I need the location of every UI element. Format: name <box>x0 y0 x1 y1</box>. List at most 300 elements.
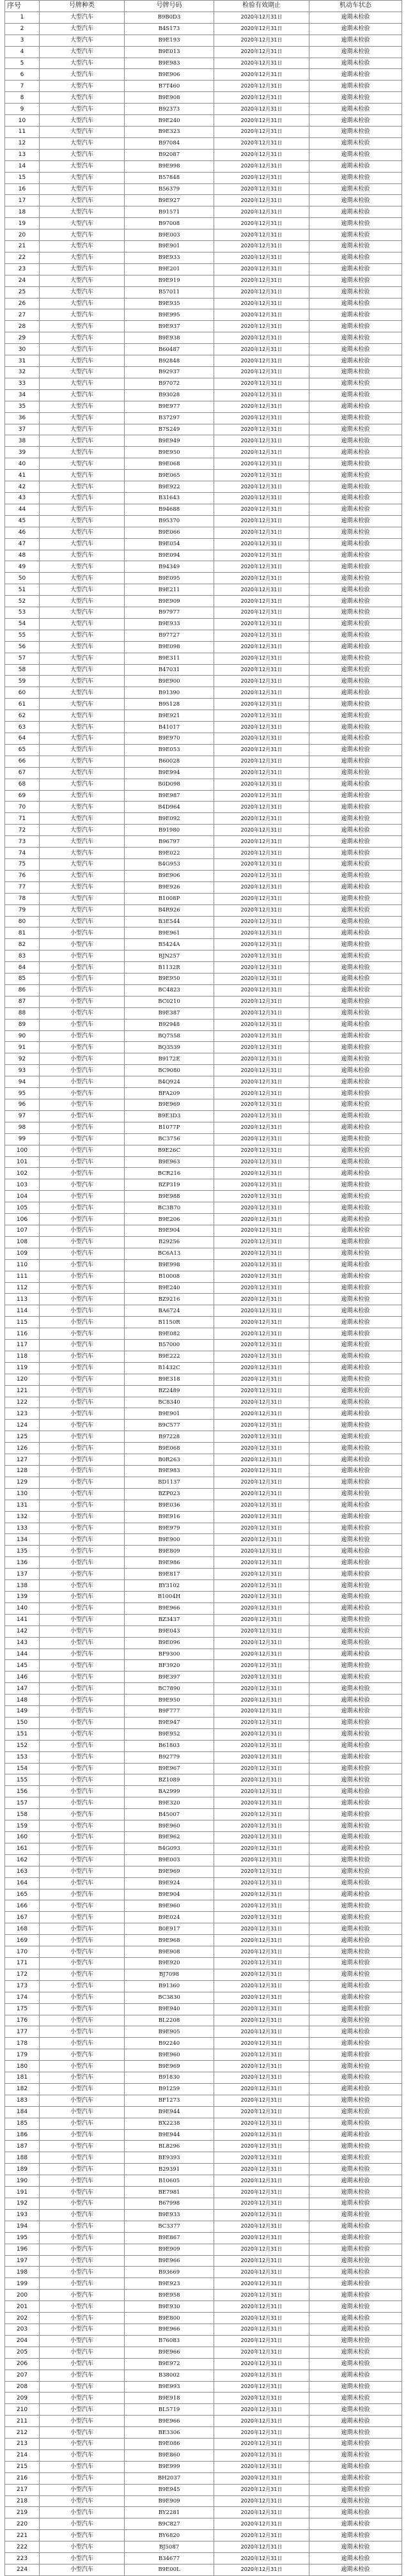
cell-plate-type: 大型汽车 <box>40 378 125 389</box>
cell-inspection-expiry: 2020年12月31日 <box>214 1602 309 1614</box>
cell-plate-type: 小型汽车 <box>40 1832 125 1843</box>
table-row <box>5 1602 402 1614</box>
cell-vehicle-status: 逾期未检验 <box>309 1145 402 1156</box>
cell-vehicle-status: 逾期未检验 <box>309 733 402 745</box>
cell-vehicle-status: 逾期未检验 <box>309 492 402 504</box>
table-row <box>5 367 402 378</box>
cell-vehicle-status: 逾期未检验 <box>309 12 402 23</box>
cell-plate-number: B10605 <box>125 2175 214 2187</box>
table-row <box>5 1454 402 1466</box>
cell-inspection-expiry: 2020年12月31日 <box>214 12 309 23</box>
cell-plate-number: BJ5087 <box>125 2541 214 2553</box>
cell-inspection-expiry: 2020年12月31日 <box>214 1580 309 1592</box>
cell-index: 195 <box>5 2232 40 2244</box>
cell-plate-number: BA6724 <box>125 1305 214 1317</box>
cell-plate-number: B92937 <box>125 367 214 378</box>
cell-inspection-expiry: 2020年12月31日 <box>214 2347 309 2358</box>
table-row <box>5 1408 402 1420</box>
cell-plate-number: B1432C <box>125 1362 214 1374</box>
cell-plate-type: 小型汽车 <box>40 1374 125 1385</box>
cell-plate-type: 小型汽车 <box>40 2209 125 2221</box>
cell-plate-number: B9E909 <box>125 2495 214 2507</box>
cell-inspection-expiry: 2020年12月31日 <box>214 1271 309 1282</box>
cell-vehicle-status: 逾期未检验 <box>309 2106 402 2118</box>
cell-plate-type: 小型汽车 <box>40 2141 125 2152</box>
cell-plate-type: 小型汽车 <box>40 1935 125 1946</box>
cell-vehicle-status: 逾期未检验 <box>309 1649 402 1660</box>
cell-plate-number: BF1273 <box>125 2095 214 2106</box>
cell-vehicle-status: 逾期未检验 <box>309 722 402 733</box>
cell-plate-type: 大型汽车 <box>40 722 125 733</box>
table-row <box>5 160 402 172</box>
cell-plate-type: 大型汽车 <box>40 229 125 241</box>
cell-plate-number: B96797 <box>125 836 214 848</box>
cell-index: 71 <box>5 813 40 825</box>
cell-plate-number: B9E940 <box>125 2003 214 2015</box>
cell-vehicle-status: 逾期未检验 <box>309 137 402 149</box>
table-row <box>5 1774 402 1786</box>
cell-index: 56 <box>5 641 40 653</box>
cell-index: 187 <box>5 2141 40 2152</box>
cell-inspection-expiry: 2020年12月31日 <box>214 916 309 927</box>
cell-index: 213 <box>5 2439 40 2450</box>
cell-inspection-expiry: 2020年12月31日 <box>214 1065 309 1076</box>
cell-plate-type: 大型汽车 <box>40 618 125 630</box>
cell-plate-type: 小型汽车 <box>40 2152 125 2164</box>
cell-index: 184 <box>5 2106 40 2118</box>
cell-index: 178 <box>5 2038 40 2049</box>
cell-inspection-expiry: 2020年12月31日 <box>214 927 309 939</box>
table-row <box>5 1202 402 1214</box>
cell-index: 6 <box>5 69 40 81</box>
cell-plate-type: 大型汽车 <box>40 298 125 309</box>
cell-plate-number: B9E00L <box>125 2564 214 2576</box>
cell-vehicle-status: 逾期未检验 <box>309 893 402 904</box>
cell-plate-number: B9E998 <box>125 1259 214 1271</box>
cell-plate-number: B92240 <box>125 2038 214 2049</box>
cell-vehicle-status: 逾期未检验 <box>309 1076 402 1088</box>
cell-index: 132 <box>5 1511 40 1523</box>
cell-plate-number: B91390 <box>125 687 214 699</box>
cell-plate-type: 大型汽车 <box>40 321 125 332</box>
cell-plate-type: 小型汽车 <box>40 1420 125 1431</box>
cell-plate-number: BE9393 <box>125 2152 214 2164</box>
cell-inspection-expiry: 2020年12月31日 <box>214 389 309 401</box>
cell-index: 37 <box>5 424 40 435</box>
table-row <box>5 183 402 195</box>
cell-inspection-expiry: 2020年12月31日 <box>214 1179 309 1191</box>
cell-plate-type: 小型汽车 <box>40 2358 125 2370</box>
cell-inspection-expiry: 2020年12月31日 <box>214 206 309 218</box>
cell-index: 196 <box>5 2244 40 2255</box>
cell-index: 14 <box>5 160 40 172</box>
cell-vehicle-status: 逾期未检验 <box>309 470 402 481</box>
cell-index: 13 <box>5 149 40 160</box>
cell-index: 218 <box>5 2495 40 2507</box>
table-row <box>5 1900 402 1912</box>
cell-plate-type: 小型汽车 <box>40 2095 125 2106</box>
cell-plate-number: B9E918 <box>125 2393 214 2404</box>
cell-vehicle-status: 逾期未检验 <box>309 630 402 641</box>
cell-plate-type: 小型汽车 <box>40 2015 125 2026</box>
table-row <box>5 1122 402 1133</box>
cell-plate-type: 小型汽车 <box>40 2026 125 2038</box>
cell-plate-number: B3E544 <box>125 916 214 927</box>
cell-index: 23 <box>5 263 40 275</box>
cell-plate-number: B9E961 <box>125 927 214 939</box>
cell-plate-number: B60028 <box>125 756 214 767</box>
cell-inspection-expiry: 2020年12月31日 <box>214 1133 309 1145</box>
cell-plate-type: 大型汽车 <box>40 401 125 412</box>
cell-vehicle-status: 逾期未检验 <box>309 858 402 870</box>
cell-plate-number: B9E970 <box>125 733 214 745</box>
table-row <box>5 1088 402 1099</box>
cell-vehicle-status: 逾期未检验 <box>309 653 402 664</box>
cell-plate-type: 大型汽车 <box>40 206 125 218</box>
cell-plate-type: 小型汽车 <box>40 2553 125 2564</box>
cell-vehicle-status: 逾期未检验 <box>309 1259 402 1271</box>
table-row <box>5 1053 402 1065</box>
cell-vehicle-status: 逾期未检验 <box>309 1385 402 1397</box>
cell-vehicle-status: 逾期未检验 <box>309 710 402 722</box>
cell-inspection-expiry: 2020年12月31日 <box>214 515 309 527</box>
cell-plate-number: B1132R <box>125 962 214 974</box>
cell-inspection-expiry: 2020年12月31日 <box>214 46 309 58</box>
cell-plate-number: BL5719 <box>125 2404 214 2416</box>
cell-vehicle-status: 逾期未检验 <box>309 687 402 699</box>
cell-plate-type: 小型汽车 <box>40 1271 125 1282</box>
cell-plate-type: 小型汽车 <box>40 1065 125 1076</box>
cell-inspection-expiry: 2020年12月31日 <box>214 481 309 493</box>
cell-vehicle-status: 逾期未检验 <box>309 1351 402 1362</box>
cell-vehicle-status: 逾期未检验 <box>309 2198 402 2210</box>
cell-vehicle-status: 逾期未检验 <box>309 126 402 137</box>
cell-inspection-expiry: 2020年12月31日 <box>214 1466 309 1477</box>
cell-index: 114 <box>5 1305 40 1317</box>
cell-index: 12 <box>5 137 40 149</box>
cell-vehicle-status: 逾期未检验 <box>309 664 402 676</box>
cell-vehicle-status: 逾期未检验 <box>309 1191 402 1202</box>
cell-index: 209 <box>5 2393 40 2404</box>
cell-inspection-expiry: 2020年12月31日 <box>214 2175 309 2187</box>
cell-index: 103 <box>5 1179 40 1191</box>
table-row <box>5 1637 402 1649</box>
table-row <box>5 573 402 584</box>
cell-plate-number: B9E906 <box>125 870 214 881</box>
cell-plate-number: BL8296 <box>125 2141 214 2152</box>
cell-inspection-expiry: 2020年12月31日 <box>214 1248 309 1259</box>
cell-inspection-expiry: 2020年12月31日 <box>214 1797 309 1809</box>
cell-vehicle-status: 逾期未检验 <box>309 1214 402 1225</box>
cell-inspection-expiry: 2020年12月31日 <box>214 550 309 561</box>
table-row <box>5 1523 402 1534</box>
table-row <box>5 229 402 241</box>
cell-index: 191 <box>5 2187 40 2198</box>
cell-plate-number: B9E919 <box>125 275 214 286</box>
table-row <box>5 2381 402 2393</box>
table-row <box>5 1030 402 1042</box>
cell-index: 101 <box>5 1156 40 1168</box>
cell-index: 207 <box>5 2370 40 2381</box>
table-row <box>5 1511 402 1523</box>
table-row <box>5 527 402 538</box>
header-inspection-expiry: 检验有效期止 <box>214 1 309 12</box>
cell-inspection-expiry: 2020年12月31日 <box>214 286 309 298</box>
table-row <box>5 412 402 424</box>
cell-index: 95 <box>5 1088 40 1099</box>
cell-inspection-expiry: 2020年12月31日 <box>214 23 309 35</box>
cell-plate-number: B9E068 <box>125 458 214 470</box>
cell-plate-number: B91360 <box>125 1980 214 1992</box>
cell-plate-type: 小型汽车 <box>40 1602 125 1614</box>
cell-inspection-expiry: 2020年12月31日 <box>214 458 309 470</box>
table-row <box>5 2129 402 2141</box>
cell-plate-type: 小型汽车 <box>40 1843 125 1854</box>
cell-plate-number: B9E222 <box>125 1351 214 1362</box>
cell-inspection-expiry: 2020年12月31日 <box>214 492 309 504</box>
cell-inspection-expiry: 2020年12月31日 <box>214 263 309 275</box>
cell-plate-type: 小型汽车 <box>40 1751 125 1763</box>
table-row <box>5 1809 402 1820</box>
cell-vehicle-status: 逾期未检验 <box>309 1271 402 1282</box>
table-row <box>5 1614 402 1626</box>
cell-index: 84 <box>5 962 40 974</box>
cell-inspection-expiry: 2020年12月31日 <box>214 790 309 802</box>
table-row <box>5 790 402 802</box>
cell-vehicle-status: 逾期未检验 <box>309 2335 402 2347</box>
cell-index: 16 <box>5 183 40 195</box>
cell-index: 99 <box>5 1133 40 1145</box>
table-row <box>5 2244 402 2255</box>
cell-inspection-expiry: 2020年12月31日 <box>214 2541 309 2553</box>
cell-index: 21 <box>5 241 40 252</box>
cell-plate-number: B9E937 <box>125 321 214 332</box>
table-row <box>5 1191 402 1202</box>
cell-inspection-expiry: 2020年12月31日 <box>214 470 309 481</box>
cell-index: 46 <box>5 527 40 538</box>
cell-plate-type: 大型汽车 <box>40 916 125 927</box>
cell-vehicle-status: 逾期未检验 <box>309 2232 402 2244</box>
cell-index: 20 <box>5 229 40 241</box>
cell-index: 27 <box>5 309 40 321</box>
cell-plate-number: B9E240 <box>125 115 214 127</box>
cell-index: 51 <box>5 584 40 596</box>
cell-plate-number: B9E988 <box>125 1191 214 1202</box>
cell-index: 161 <box>5 1843 40 1854</box>
table-row <box>5 115 402 127</box>
table-row <box>5 2175 402 2187</box>
cell-vehicle-status: 逾期未检验 <box>309 195 402 206</box>
table-row <box>5 1110 402 1122</box>
cell-plate-number: B9E809 <box>125 1546 214 1557</box>
cell-plate-type: 小型汽车 <box>40 2484 125 2495</box>
cell-plate-type: 小型汽车 <box>40 1362 125 1374</box>
cell-inspection-expiry: 2020年12月31日 <box>214 241 309 252</box>
cell-plate-number: BC3830 <box>125 1992 214 2003</box>
cell-inspection-expiry: 2020年12月31日 <box>214 1935 309 1946</box>
cell-vehicle-status: 逾期未检验 <box>309 1706 402 1718</box>
table-row <box>5 2061 402 2072</box>
cell-vehicle-status: 逾期未检验 <box>309 1683 402 1695</box>
cell-index: 92 <box>5 1053 40 1065</box>
cell-plate-number: B9E817 <box>125 1569 214 1580</box>
cell-index: 33 <box>5 378 40 389</box>
cell-plate-type: 大型汽车 <box>40 12 125 23</box>
cell-index: 182 <box>5 2083 40 2095</box>
cell-index: 61 <box>5 699 40 710</box>
cell-index: 109 <box>5 1248 40 1259</box>
table-row <box>5 2072 402 2084</box>
table-row <box>5 984 402 996</box>
table-row <box>5 996 402 1007</box>
cell-inspection-expiry: 2020年12月31日 <box>214 2449 309 2461</box>
cell-plate-type: 小型汽车 <box>40 1706 125 1718</box>
cell-vehicle-status: 逾期未检验 <box>309 881 402 893</box>
cell-inspection-expiry: 2020年12月31日 <box>214 664 309 676</box>
cell-plate-number: B9E933 <box>125 252 214 263</box>
table-row <box>5 218 402 229</box>
cell-plate-number: B9E003 <box>125 229 214 241</box>
cell-index: 49 <box>5 561 40 573</box>
cell-vehicle-status: 逾期未检验 <box>309 1946 402 1958</box>
cell-inspection-expiry: 2020年12月31日 <box>214 836 309 848</box>
cell-plate-type: 小型汽车 <box>40 962 125 974</box>
cell-inspection-expiry: 2020年12月31日 <box>214 607 309 619</box>
table-row <box>5 1340 402 1351</box>
cell-vehicle-status: 逾期未检验 <box>309 1362 402 1374</box>
cell-inspection-expiry: 2020年12月31日 <box>214 252 309 263</box>
cell-plate-type: 小型汽车 <box>40 996 125 1007</box>
cell-plate-number: BC8340 <box>125 1397 214 1408</box>
cell-plate-number: B9E906 <box>125 69 214 81</box>
cell-inspection-expiry: 2020年12月31日 <box>214 2461 309 2472</box>
cell-plate-type: 小型汽车 <box>40 1946 125 1958</box>
cell-inspection-expiry: 2020年12月31日 <box>214 1809 309 1820</box>
cell-plate-type: 小型汽车 <box>40 2427 125 2439</box>
cell-index: 145 <box>5 1660 40 1672</box>
cell-plate-number: B29391 <box>125 2164 214 2175</box>
table-row <box>5 2393 402 2404</box>
cell-vehicle-status: 逾期未检验 <box>309 802 402 813</box>
cell-index: 55 <box>5 630 40 641</box>
cell-vehicle-status: 逾期未检验 <box>309 1122 402 1133</box>
cell-index: 206 <box>5 2358 40 2370</box>
cell-index: 19 <box>5 218 40 229</box>
header-plate-number: 号牌号码 <box>125 1 214 12</box>
cell-inspection-expiry: 2020年12月31日 <box>214 2472 309 2484</box>
cell-plate-number: B9E993 <box>125 2381 214 2393</box>
cell-plate-type: 小型汽车 <box>40 1248 125 1259</box>
cell-vehicle-status: 逾期未检验 <box>309 1500 402 1511</box>
cell-plate-number: BZP319 <box>125 1179 214 1191</box>
cell-plate-number: BQ7558 <box>125 1030 214 1042</box>
cell-plate-type: 大型汽车 <box>40 309 125 321</box>
cell-plate-number: BA2999 <box>125 1786 214 1797</box>
cell-plate-type: 小型汽车 <box>40 1569 125 1580</box>
cell-vehicle-status: 逾期未检验 <box>309 2541 402 2553</box>
table-row <box>5 2427 402 2439</box>
cell-inspection-expiry: 2020年12月31日 <box>214 2507 309 2518</box>
table-row <box>5 1431 402 1443</box>
cell-index: 154 <box>5 1763 40 1774</box>
cell-vehicle-status: 逾期未检验 <box>309 447 402 458</box>
cell-vehicle-status: 逾期未检验 <box>309 23 402 35</box>
cell-inspection-expiry: 2020年12月31日 <box>214 1957 309 1969</box>
table-row <box>5 2026 402 2038</box>
cell-inspection-expiry: 2020年12月31日 <box>214 1534 309 1546</box>
cell-inspection-expiry: 2020年12月31日 <box>214 1007 309 1019</box>
cell-vehicle-status: 逾期未检验 <box>309 1179 402 1191</box>
cell-index: 11 <box>5 126 40 137</box>
cell-plate-number: B9E3D3 <box>125 1110 214 1122</box>
cell-vehicle-status: 逾期未检验 <box>309 1854 402 1866</box>
cell-plate-type: 大型汽车 <box>40 355 125 367</box>
cell-plate-number: B9E944 <box>125 2129 214 2141</box>
cell-plate-number: BZ1089 <box>125 1774 214 1786</box>
cell-plate-number: B9E999 <box>125 2461 214 2472</box>
cell-index: 185 <box>5 2118 40 2129</box>
cell-inspection-expiry: 2020年12月31日 <box>214 1454 309 1466</box>
cell-plate-number: BC7890 <box>125 1683 214 1695</box>
cell-plate-number: BC3B70 <box>125 1202 214 1214</box>
cell-inspection-expiry: 2020年12月31日 <box>214 1763 309 1774</box>
cell-vehicle-status: 逾期未检验 <box>309 401 402 412</box>
cell-vehicle-status: 逾期未检验 <box>309 767 402 779</box>
cell-inspection-expiry: 2020年12月31日 <box>214 2209 309 2221</box>
cell-plate-number: B9E318 <box>125 1374 214 1385</box>
table-row <box>5 424 402 435</box>
cell-vehicle-status: 逾期未检验 <box>309 2209 402 2221</box>
cell-vehicle-status: 逾期未检验 <box>309 1786 402 1797</box>
table-row <box>5 1626 402 1637</box>
cell-plate-number: B0E917 <box>125 1923 214 1935</box>
cell-inspection-expiry: 2020年12月31日 <box>214 2313 309 2324</box>
header-plate-type: 号牌种类 <box>40 1 125 12</box>
cell-vehicle-status: 逾期未检验 <box>309 1202 402 1214</box>
cell-plate-type: 小型汽车 <box>40 2129 125 2141</box>
cell-plate-number: BY3102 <box>125 1580 214 1592</box>
cell-plate-type: 小型汽车 <box>40 1351 125 1362</box>
cell-plate-number: B31643 <box>125 492 214 504</box>
cell-plate-type: 大型汽车 <box>40 92 125 104</box>
cell-vehicle-status: 逾期未检验 <box>309 160 402 172</box>
cell-inspection-expiry: 2020年12月31日 <box>214 858 309 870</box>
cell-vehicle-status: 逾期未检验 <box>309 355 402 367</box>
table-row <box>5 492 402 504</box>
table-row <box>5 1133 402 1145</box>
cell-inspection-expiry: 2020年12月31日 <box>214 1191 309 1202</box>
table-row <box>5 401 402 412</box>
cell-vehicle-status: 逾期未检验 <box>309 779 402 790</box>
cell-plate-type: 小型汽车 <box>40 2313 125 2324</box>
cell-index: 153 <box>5 1751 40 1763</box>
cell-index: 44 <box>5 504 40 515</box>
cell-plate-type: 小型汽车 <box>40 1695 125 1706</box>
cell-plate-type: 大型汽车 <box>40 848 125 859</box>
cell-inspection-expiry: 2020年12月31日 <box>214 641 309 653</box>
cell-plate-type: 大型汽车 <box>40 23 125 35</box>
cell-index: 108 <box>5 1236 40 1248</box>
cell-plate-number: B9E094 <box>125 550 214 561</box>
cell-plate-type: 大型汽车 <box>40 561 125 573</box>
cell-plate-type: 小型汽车 <box>40 1259 125 1271</box>
cell-plate-number: B95128 <box>125 699 214 710</box>
cell-inspection-expiry: 2020年12月31日 <box>214 1397 309 1408</box>
table-row <box>5 904 402 916</box>
cell-plate-type: 小型汽车 <box>40 2049 125 2061</box>
cell-vehicle-status: 逾期未检验 <box>309 550 402 561</box>
cell-inspection-expiry: 2020年12月31日 <box>214 2095 309 2106</box>
